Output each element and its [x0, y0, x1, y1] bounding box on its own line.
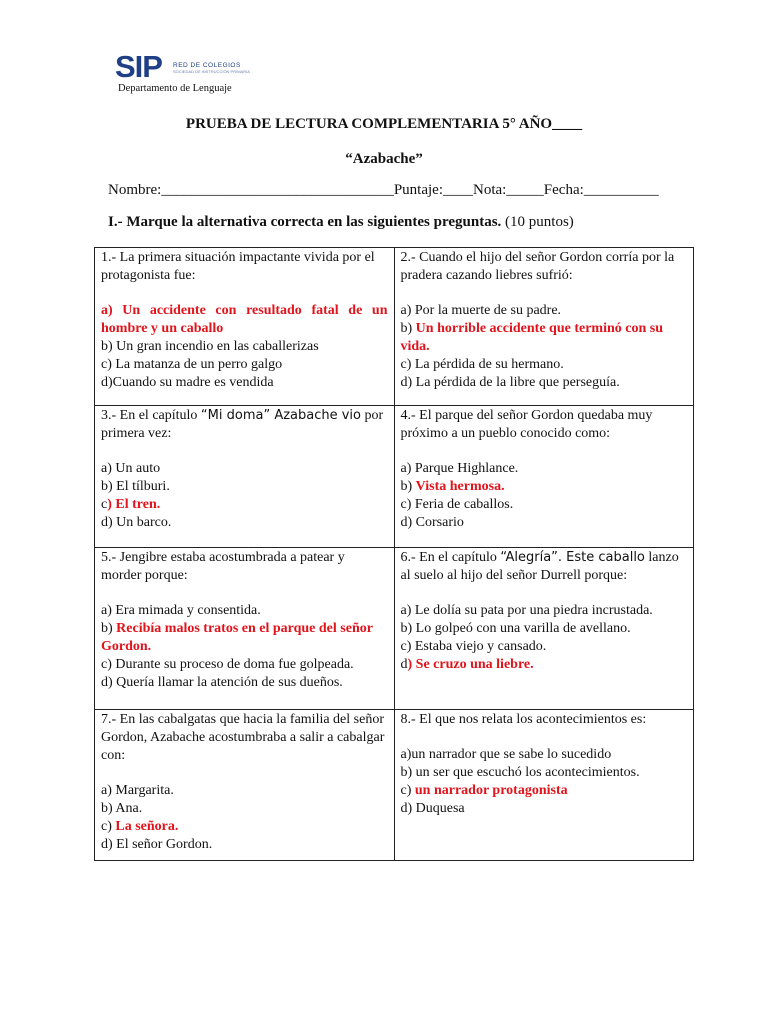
- department-label: Departamento de Lenguaje: [118, 83, 232, 94]
- student-fields: Nombre:_______________________________Puntaje:____Nota:_____Fecha:__________: [108, 182, 659, 198]
- answer-option: [401, 514, 688, 532]
- question-text-start: 5.- Jengibre estaba acostumbrada a patear y morder porque:: [101, 550, 345, 583]
- option-text: Un horrible accidente que terminó con su vida.: [400, 321, 663, 354]
- option-text: d) El señor Gordon.: [101, 837, 213, 852]
- book-title: “Azabache”: [345, 151, 423, 167]
- answer-option: [101, 514, 388, 532]
- option-text: La señora.: [115, 819, 179, 834]
- instruction: [108, 214, 574, 231]
- option-text: b) Ana.: [101, 801, 143, 816]
- option-text: ) El tren.: [107, 497, 161, 512]
- question-text-handwritten: “Mi doma” Azabache vio: [200, 408, 361, 423]
- question-cell-6: [394, 548, 694, 710]
- logo-text: SIP: [115, 49, 162, 84]
- question-text: [401, 711, 688, 729]
- question-text-end: lanzo al suelo al hijo del señor Durrell porque:: [400, 550, 679, 583]
- logo-subtitle-small: SOCIEDAD DE INSTRUCCIÓN PRIMARIA: [173, 69, 250, 74]
- answer-option: [101, 782, 388, 800]
- table-row: [95, 248, 694, 406]
- answer-option: [101, 602, 388, 620]
- answer-option: [401, 638, 688, 656]
- question-cell-3: [95, 406, 395, 548]
- question-text-start: 4.- El parque del señor Gordon quedaba muy próximo a un pueblo conocido como:: [400, 408, 653, 441]
- answer-option: [101, 374, 388, 392]
- option-text: ) Se cruzo una liebre.: [407, 657, 534, 672]
- option-text: un narrador protagonista: [414, 783, 568, 798]
- answer-option-correct: [101, 818, 388, 836]
- option-text: a) Un accidente con resultado fatal de un hombre y un caballo: [101, 303, 388, 336]
- question-text-start: 1.- La primera situación impactante vivida por el protagonista fue:: [101, 250, 375, 283]
- option-letter: c): [400, 783, 415, 798]
- answer-option: [401, 374, 688, 392]
- option-text: d) Corsario: [400, 515, 464, 530]
- sip-logo: [115, 49, 250, 98]
- option-text: Recibía malos tratos en el parque del señor Gordon.: [101, 621, 373, 654]
- question-text-start: 6.- En el capítulo: [400, 550, 501, 565]
- answer-option: [401, 620, 688, 638]
- question-text-handwritten: “Alegría”. Este caballo: [500, 550, 645, 565]
- answer-option: [101, 338, 388, 356]
- answer-option-correct: [401, 478, 688, 496]
- answer-option-correct: [101, 496, 388, 514]
- answer-option: [101, 460, 388, 478]
- answer-option: [101, 356, 388, 374]
- option-text: c) La matanza de un perro galgo: [101, 357, 283, 372]
- option-text: c) Durante su proceso de doma fue golpeada.: [101, 657, 354, 672]
- answer-option: [401, 800, 688, 818]
- instruction-bold: I.- Marque la alternativa correcta en las siguientes preguntas.: [108, 214, 502, 230]
- option-text: Vista hermosa.: [415, 479, 505, 494]
- answer-option-correct: [401, 656, 688, 674]
- question-cell-2: [394, 248, 694, 406]
- option-text: d) Un barco.: [101, 515, 172, 530]
- question-text: [401, 549, 688, 585]
- answer-option: [401, 496, 688, 514]
- answer-option-correct: [101, 302, 388, 338]
- instruction-points: (10 puntos): [501, 214, 574, 230]
- answer-option-correct: [401, 320, 688, 356]
- option-text: a) Parque Highlance.: [400, 461, 519, 476]
- option-text: d)Cuando su madre es vendida: [101, 375, 274, 390]
- question-cell-5: [95, 548, 395, 710]
- option-text: b) Lo golpeó con una varilla de avellano.: [400, 621, 631, 636]
- question-text-start: 8.- El que nos relata los acontecimientos es:: [400, 712, 647, 727]
- option-text: a) Le dolía su pata por una piedra incrustada.: [400, 603, 653, 618]
- option-text: d) La pérdida de la libre que perseguía.: [400, 375, 620, 390]
- answer-option: [101, 836, 388, 854]
- answer-option: [401, 602, 688, 620]
- page-title: PRUEBA DE LECTURA COMPLEMENTARIA 5° AÑO____: [185, 116, 583, 132]
- option-text: b) Un gran incendio en las caballerizas: [101, 339, 319, 354]
- option-text: a) Era mimada y consentida.: [101, 603, 261, 618]
- table-row: [95, 406, 694, 548]
- question-cell-8: [394, 710, 694, 861]
- answer-option: [101, 800, 388, 818]
- answer-option-correct: [401, 782, 688, 800]
- question-text: [401, 407, 688, 443]
- option-text: c) La pérdida de su hermano.: [400, 357, 564, 372]
- answer-option: [401, 746, 688, 764]
- option-text: d) Duquesa: [400, 801, 465, 816]
- option-text: b) un ser que escuchó los acontecimientos.: [400, 765, 640, 780]
- answer-option: [101, 674, 388, 692]
- question-text-start: 2.- Cuando el hijo del señor Gordon corría por la pradera cazando liebres sufrió:: [400, 250, 675, 283]
- table-row: [95, 548, 694, 710]
- option-text: c) Estaba viejo y cansado.: [400, 639, 547, 654]
- question-text-start: 7.- En las cabalgatas que hacia la familia del señor Gordon, Azabache acostumbraba a salir a cabalgar con:: [101, 712, 385, 763]
- question-cell-4: [394, 406, 694, 548]
- table-row: [95, 710, 694, 861]
- question-text: [101, 549, 388, 585]
- question-cell-7: [95, 710, 395, 861]
- option-letter: d: [400, 657, 408, 672]
- question-text-start: 3.- En el capítulo: [101, 408, 201, 423]
- question-cell-1: [95, 248, 395, 406]
- answer-option: [401, 764, 688, 782]
- option-text: a) Un auto: [101, 461, 161, 476]
- answer-option: [101, 656, 388, 674]
- answer-option: [101, 478, 388, 496]
- option-text: d) Quería llamar la atención de sus dueños.: [101, 675, 343, 690]
- question-text: [101, 249, 388, 285]
- answer-option-correct: [101, 620, 388, 656]
- question-text-end: por primera vez:: [101, 408, 384, 441]
- option-text: a)un narrador que se sabe lo sucedido: [400, 747, 612, 762]
- question-text: [401, 249, 688, 285]
- answer-option: [401, 356, 688, 374]
- logo-subtitle: RED DE COLEGIOS: [173, 62, 241, 69]
- option-text: c) Feria de caballos.: [400, 497, 514, 512]
- answer-option: [401, 460, 688, 478]
- questions-table: [94, 247, 694, 861]
- option-text: a) Margarita.: [101, 783, 174, 798]
- option-letter: c): [101, 819, 116, 834]
- option-letter: b): [101, 621, 117, 636]
- option-text: b) El tílburi.: [101, 479, 170, 494]
- answer-option: [401, 302, 688, 320]
- question-text: [101, 407, 388, 443]
- option-text: a) Por la muerte de su padre.: [400, 303, 562, 318]
- option-letter: b): [400, 479, 416, 494]
- option-letter: c: [101, 497, 108, 512]
- option-letter: b): [400, 321, 416, 336]
- question-text: [101, 711, 388, 765]
